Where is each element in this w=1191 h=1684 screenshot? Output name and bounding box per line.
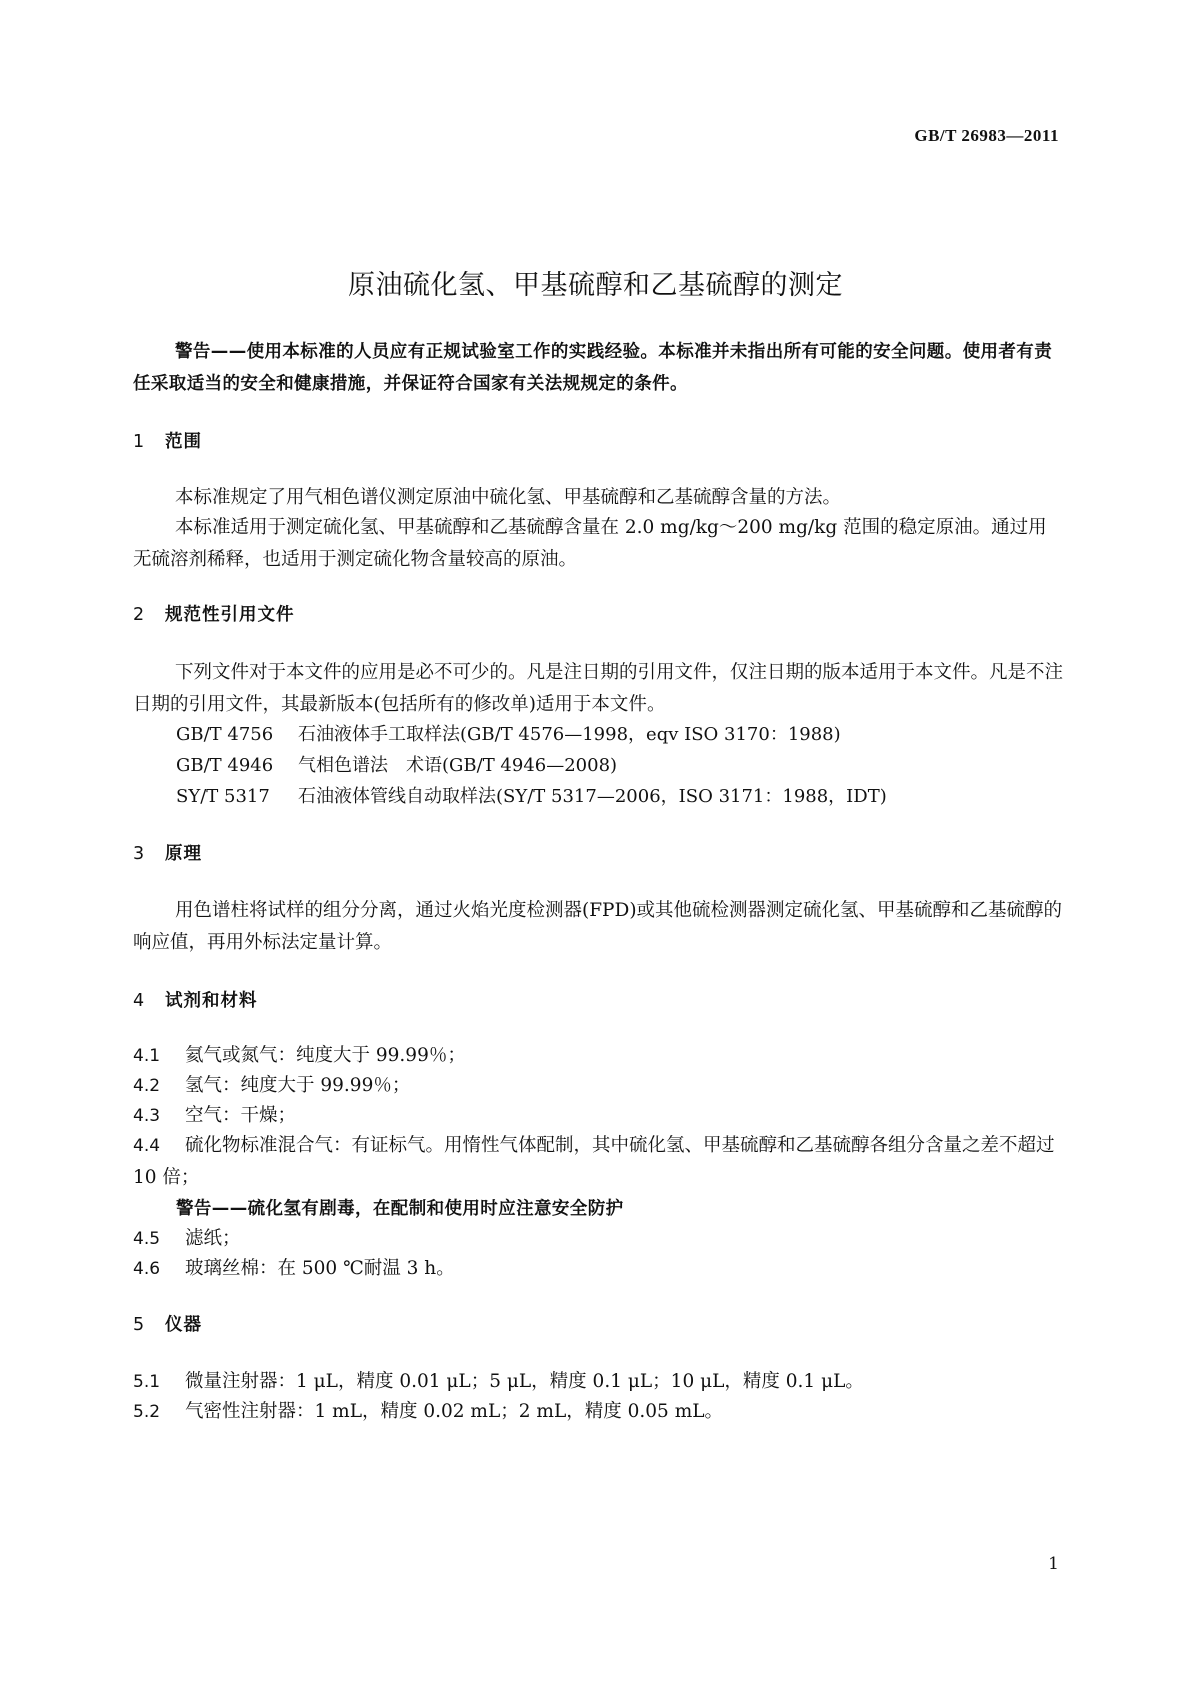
item-number: 4.6 — [133, 1259, 161, 1279]
section-2-heading — [133, 601, 295, 626]
section-title: 规范性引用文件 — [165, 605, 295, 625]
reference-item — [176, 782, 887, 808]
item-text: 气密性注射器：1 mL，精度 0.02 mL；2 mL，精度 0.05 mL。 — [185, 1401, 724, 1422]
item-text: 硫化物标准混合气：有证标气。用惰性气体配制，其中硫化氢、甲基硫醇和乙基硫醇各组分含量之差不超过 10 倍； — [133, 1135, 1055, 1188]
reagent-item — [133, 1040, 1063, 1072]
item-number: 4.3 — [133, 1106, 161, 1126]
item-text: 空气：干燥； — [185, 1105, 297, 1126]
reference-code: GB/T 4946 — [176, 755, 274, 776]
scope-paragraph-1: 本标准规定了用气相色谱仪测定原油中硫化氢、甲基硫醇和乙基硫醇含量的方法。 — [175, 487, 842, 508]
item-text: 微量注射器：1 μL，精度 0.01 μL；5 μL，精度 0.1 μL；10 μL，精度 0.1 μL。 — [185, 1371, 864, 1392]
page-number: 1 — [1048, 1554, 1059, 1574]
reference-text: 石油液体管线自动取样法(SY/T 5317—2006，ISO 3171：1988，IDT) — [298, 786, 887, 807]
section-1-heading — [133, 428, 202, 453]
section-title: 仪器 — [165, 1315, 202, 1335]
reference-text: 气相色谱法 术语(GB/T 4946—2008) — [298, 755, 618, 776]
principle-paragraph: 用色谱柱将试样的组分分离，通过火焰光度检测器(FPD)或其他硫检测器测定硫化氢、甲基硫醇和乙基硫醇的响应值，再用外标法定量计算。 — [133, 900, 1063, 953]
reference-item — [176, 751, 617, 777]
item-text: 玻璃丝棉：在 500 ℃耐温 3 h。 — [185, 1258, 455, 1279]
reference-code: SY/T 5317 — [176, 786, 270, 807]
reagent-item — [133, 1070, 1063, 1102]
references-intro: 下列文件对于本文件的应用是必不可少的。凡是注日期的引用文件，仅注日期的版本适用于本文件。凡是不注日期的引用文件，其最新版本(包括所有的修改单)适用于本文件。 — [133, 662, 1064, 715]
item-number: 4.1 — [133, 1046, 161, 1066]
toxicity-warning: 警告——硫化氢有剧毒，在配制和使用时应注意安全防护 — [176, 1199, 624, 1219]
section-5-heading — [133, 1311, 202, 1336]
item-number: 4.2 — [133, 1076, 161, 1096]
item-number: 4.4 — [133, 1136, 161, 1156]
reagent-item — [133, 1223, 1063, 1255]
item-number: 4.5 — [133, 1229, 161, 1249]
reference-text: 石油液体手工取样法(GB/T 4576—1998，eqv ISO 3170：1988) — [298, 724, 841, 745]
apparatus-item — [133, 1396, 1063, 1428]
reagent-item — [133, 1253, 1063, 1285]
section-number: 2 — [133, 605, 146, 625]
section-number: 1 — [133, 432, 146, 452]
safety-warning: 警告——使用本标准的人员应有正规试验室工作的实践经验。本标准并未指出所有可能的安全问题。使用者有责任采取适当的安全和健康措施，并保证符合国家有关法规规定的条件。 — [133, 342, 1053, 394]
section-number: 3 — [133, 844, 146, 864]
section-title: 范围 — [165, 432, 202, 452]
reagent-item — [133, 1100, 1063, 1132]
apparatus-item — [133, 1366, 1063, 1398]
scope-paragraph-2: 本标准适用于测定硫化氢、甲基硫醇和乙基硫醇含量在 2.0 mg/kg～200 mg/kg 范围的稳定原油。通过用无硫溶剂稀释，也适用于测定硫化物含量较高的原油。 — [133, 517, 1047, 570]
section-title: 试剂和材料 — [165, 991, 258, 1011]
section-4-heading — [133, 987, 258, 1012]
reference-item — [176, 720, 841, 746]
item-text: 氦气或氮气：纯度大于 99.99％； — [185, 1045, 466, 1066]
item-text: 氢气：纯度大于 99.99％； — [185, 1075, 411, 1096]
section-title: 原理 — [165, 844, 202, 864]
item-number: 5.1 — [133, 1372, 161, 1392]
reagent-item — [133, 1130, 1063, 1194]
standard-code: GB/T 26983—2011 — [914, 126, 1059, 145]
item-text: 滤纸； — [185, 1228, 241, 1249]
item-number: 5.2 — [133, 1402, 161, 1422]
document-title: 原油硫化氢、甲基硫醇和乙基硫醇的测定 — [348, 270, 843, 301]
reference-code: GB/T 4756 — [176, 724, 274, 745]
section-number: 5 — [133, 1315, 146, 1335]
section-3-heading — [133, 840, 202, 865]
section-number: 4 — [133, 991, 146, 1011]
